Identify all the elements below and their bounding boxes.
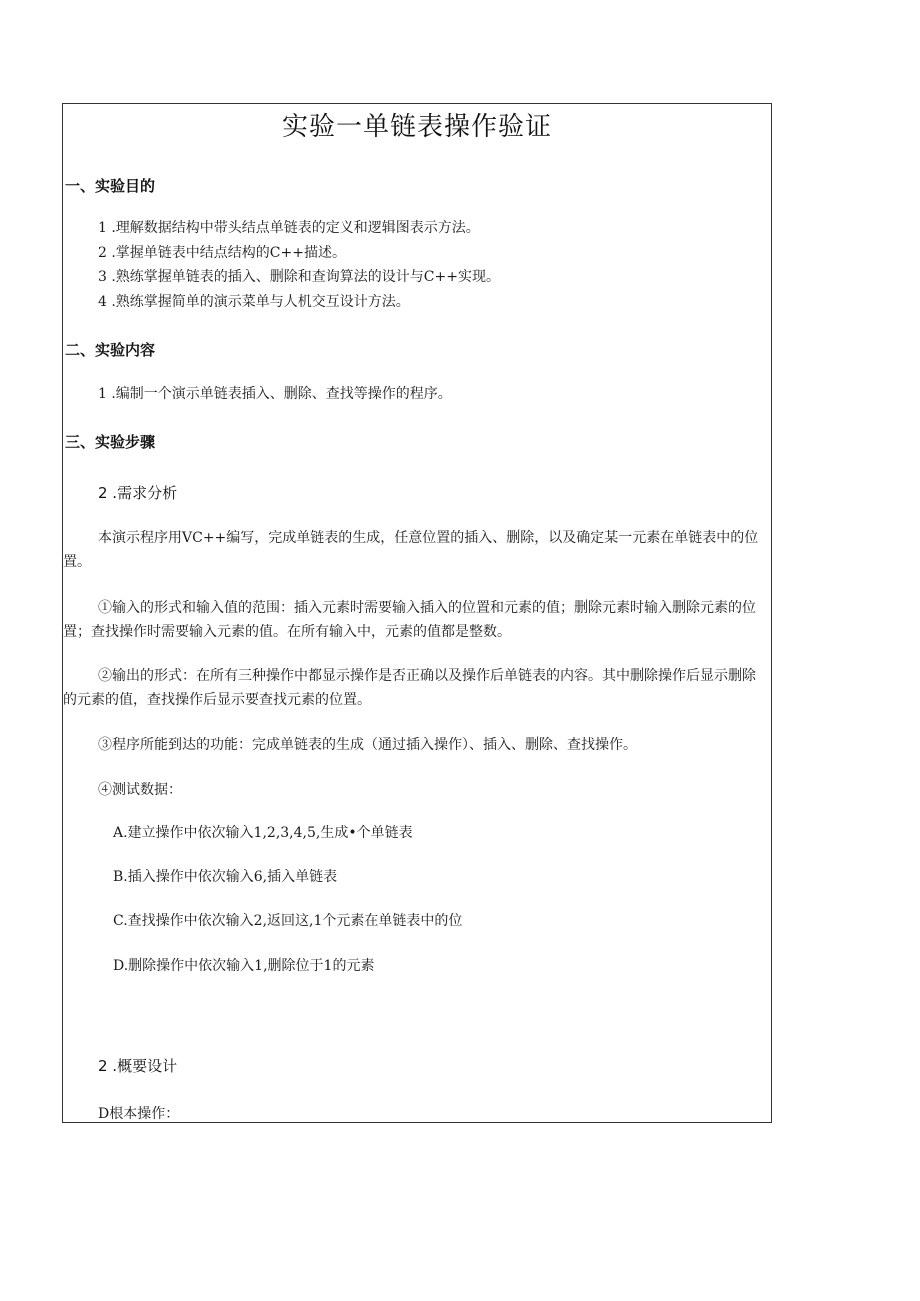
- subsection-requirements: 2 .需求分析: [98, 484, 178, 502]
- page-title: 实验一单链表操作验证: [281, 112, 552, 142]
- section-1-heading: 一、实验目的: [65, 177, 156, 195]
- test-item-b: B.插入操作中依次输入6,插入单链表: [113, 869, 338, 885]
- test-data-heading: ④测试数据：: [98, 782, 182, 798]
- document-frame: [62, 103, 772, 1123]
- content-item-1: 1 .编制一个演示单链表插入、删除、查找等操作的程序。: [98, 386, 452, 402]
- objective-item-1: 1 .理解数据结构中带头结点单链表的定义和逻辑图表示方法。: [98, 220, 480, 236]
- subsection-design: 2 .概要设计: [98, 1057, 178, 1075]
- section-3-heading: 三、实验步骤: [65, 433, 156, 451]
- output-paragraph: ②输出的形式：在所有三种操作中都显示操作是否正确以及操作后单链表的内容。其中删除操作后显示删除的元素的值，查找操作后显示要查找元素的位置。: [63, 668, 756, 708]
- function-paragraph: ③程序所能到达的功能：完成单链表的生成（通过插入操作）、插入、删除、查找操作。: [98, 737, 637, 753]
- test-item-a: A.建立操作中依次输入1,2,3,4,5,生成•个单链表: [113, 825, 413, 841]
- intro-paragraph: 本演示程序用VC++编写，完成单链表的生成，任意位置的插入、删除，以及确定某一元素在单链表中的位置。: [63, 530, 759, 570]
- objective-item-2: 2 .掌握单链表中结点结构的C++描述。: [98, 245, 346, 261]
- input-paragraph: ①输入的形式和输入值的范围：插入元素时需要输入插入的位置和元素的值；删除元素时输入删除元素的位置；查找操作时需要输入元素的值。在所有输入中，元素的值都是整数。: [63, 600, 756, 640]
- test-item-c: C.查找操作中依次输入2,返回这,1个元素在单链表中的位: [113, 913, 463, 929]
- objective-item-3: 3 .熟练掌握单链表的插入、删除和查询算法的设计与C++实现。: [98, 269, 500, 285]
- test-item-d: D.删除操作中依次输入1,删除位于1的元素: [113, 958, 375, 974]
- objective-item-4: 4 .熟练掌握简单的演示菜单与人机交互设计方法。: [98, 294, 410, 310]
- basic-operations-label: D根本操作：: [98, 1106, 180, 1122]
- section-2-heading: 二、实验内容: [65, 341, 156, 359]
